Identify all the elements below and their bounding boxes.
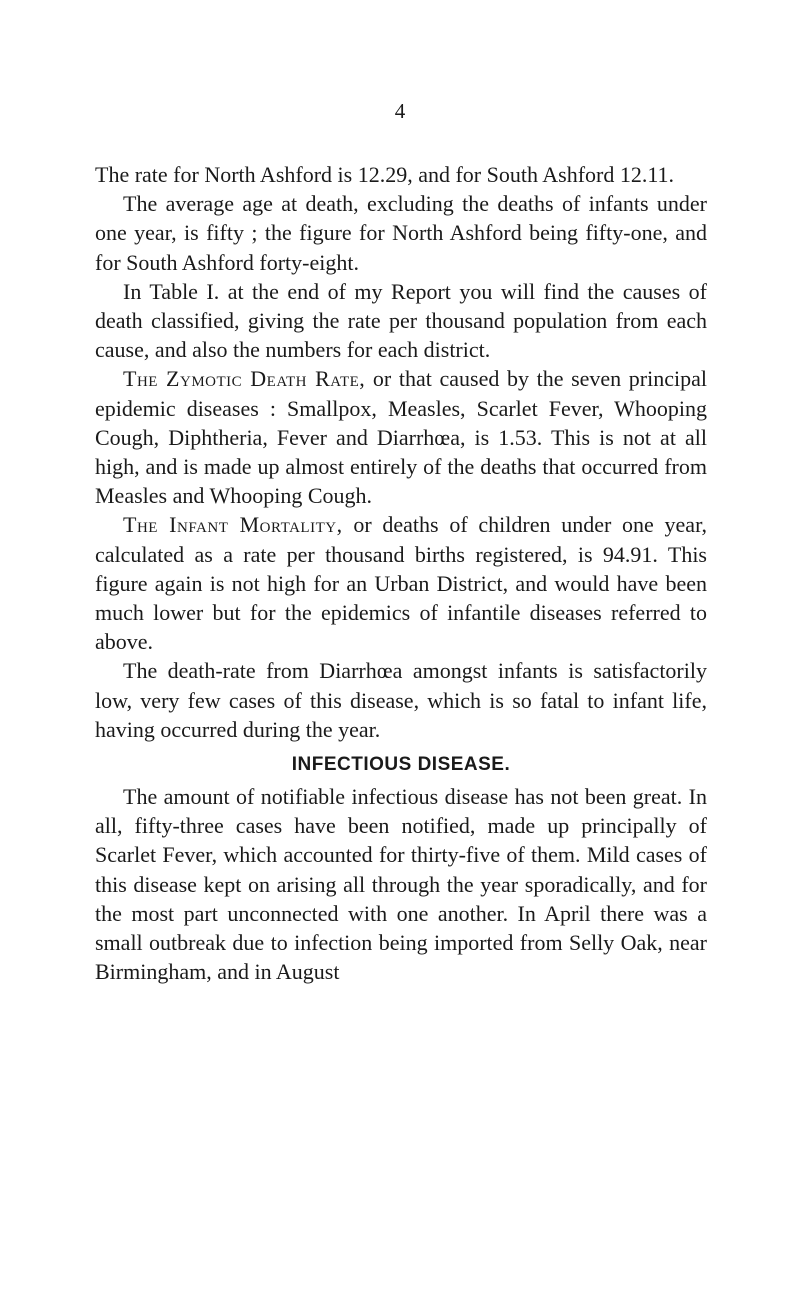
paragraph-table-reference: In Table I. at the end of my Report you will find the causes of death classified, giving the rate per thousand population from each cause, and also the numbers for each district. [95,278,707,363]
section-heading-infectious-disease: INFECTIOUS DISEASE. [291,754,511,776]
infant-mortality-lead: The Infant Mortality, [123,512,343,538]
paragraph-average-age: The average age at death, excluding the deaths of infants under one year, is fifty ; the figure for North Ashford being fifty-one, and for South Ashford forty-eight. [95,191,707,275]
paragraph-diarrhoea: The death-rate from Diarrhœa amongst infants is satisfactorily low, very few cases of this disease, which is so fatal to infant life, having occurred during the year. [95,658,707,742]
infant-mortality-text: or deaths of children under one year, calculated as a rate per thousand births registered, is 94.91. This figure again is not high for an Urban District, and would have been much lower but for the epidemics of infantile diseases referred to above. [95,512,708,655]
paragraph-district-rates: The rate for North Ashford is 12.29, and for South Ashford 12.11. [95,162,675,187]
paragraph-zymotic-death-rate [95,364,707,510]
zymotic-death-rate-text: or that caused by the seven principal epidemic diseases : Smallpox, Measles, Scarlet Fever, Whooping Cough, Diphtheria, Fever and Diarrhœa, is 1.53. This is not at all high, and is made up almost entirely of the deaths that occurred from Measles and Whooping Cough. [95,366,707,509]
body-text [95,160,707,986]
page-number: 4 [394,99,406,123]
paragraph-notifiable-disease: The amount of notifiable infectious disease has not been great. In all, fifty-three cases have been notified, made up principally of Scarlet Fever, which accounted for thirty-five of them. Mild cases of this disease kept on arising all through the year sporadically, and for the most part unconnected with one another. In April there was a small outbreak due to infection being imported from Selly Oak, near Birmingham, and in August [95,784,707,985]
paragraph-infant-mortality [95,510,707,656]
zymotic-death-rate-lead: The Zymotic Death Rate, [123,366,366,392]
